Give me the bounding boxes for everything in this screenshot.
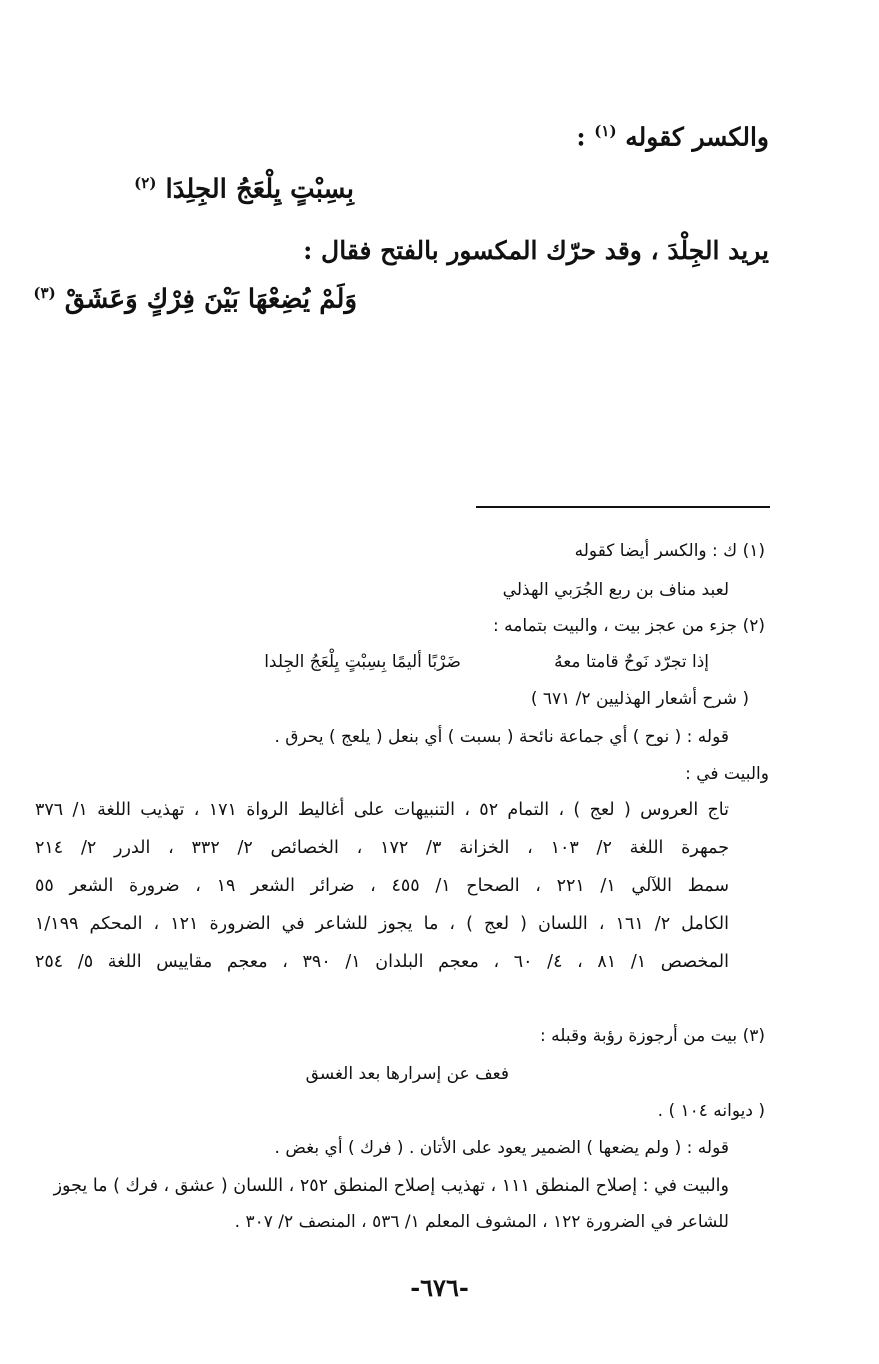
footnote-3-ref-line-1: والبيت في : إصلاح المنطق ١١١ ، تهذيب إصلاح المنطق ٢٥٢ ، اللسان ( عشق ، فرك ) ما يجوز (53, 1176, 729, 1196)
footnote-2-explanation: قوله : ( نوح ) أي جماعة نائحة ( بسبت ) أي بنعل ( يلعج ) يحرق . (274, 727, 729, 747)
footnote-3-text: بيت من أرجوزة رؤبة وقبله : (540, 1026, 738, 1046)
footnote-separator (476, 506, 770, 508)
footnote-2-ref-line-3: سمط اللآلي ١/ ٢٢١ ، الصحاح ١/ ٤٥٥ ، ضرائر الشعر ١٩ ، ضرورة الشعر ٥٥ (35, 876, 729, 896)
footnote-3-verse: فعف عن إسرارها بعد الغسق (305, 1064, 509, 1084)
footnote-3-number: (٣) (742, 1026, 765, 1046)
footnote-2-in: والبيت في : (685, 764, 769, 784)
footnote-1-number: (١) (742, 541, 765, 561)
footnote-2-line-1 (493, 616, 765, 636)
page-number: -٦٧٦- (410, 1273, 469, 1302)
footnote-2-ref-line-5: المخصص ١/ ٨١ ، ٤/ ٦٠ ، معجم البلدان ١/ ٣٩٠ ، معجم مقاييس اللغة ٥/ ٢٥٤ (35, 952, 729, 972)
footnote-ref-3: (٣) (33, 284, 56, 302)
verse-1-text: بِسِبْتٍ يِلْعَجُ الجِلِدَا (165, 174, 354, 205)
footnote-2-verse-a: إذا تجرّد نَوحٌ قامتا معهُ (554, 652, 709, 672)
footnote-3-source: ( ديوانه ١٠٤ ) . (657, 1101, 765, 1121)
main-line-1-text: والكسر كقوله (625, 122, 769, 152)
footnote-3-ref-line-2: للشاعر في الضرورة ١٢٢ ، المشوف المعلم ١/ ٥٣٦ ، المنصف ٢/ ٣٠٧ . (234, 1212, 729, 1232)
footnote-ref-2: (٢) (134, 174, 157, 192)
footnote-2-ref-line-2: جمهرة اللغة ٢/ ١٠٣ ، الخزانة ٣/ ١٧٢ ، الخصائص ٢/ ٣٣٢ ، الدرر ٢/ ٢١٤ (35, 838, 730, 858)
footnote-ref-1: (١) (594, 122, 617, 140)
verse-1 (134, 174, 354, 205)
footnote-2-ref-line-4: الكامل ٢/ ١٦١ ، اللسان ( لعج ) ، ما يجوز للشاعر في الضرورة ١٢١ ، المحكم ١/١٩٩ (35, 914, 730, 934)
footnote-3-line-1 (540, 1026, 765, 1046)
footnote-1-text: ك : والكسر أيضا كقوله (574, 541, 738, 561)
footnote-2-ref-line-1: تاج العروس ( لعج ) ، التمام ٥٢ ، التنبيهات على أغاليط الرواة ١٧١ ، تهذيب اللغة ١/ ٣٧٦ (35, 800, 729, 820)
footnote-1-line-2: لعبد مناف بن ربع الجُرَبي الهذلي (502, 580, 729, 600)
footnote-3-explanation: قوله : ( ولم يضعها ) الضمير يعود على الأتان . ( فرك ) أي بغض . (274, 1138, 729, 1158)
footnote-2-source: ( شرح أشعار الهذليين ٢/ ٦٧١ ) (530, 689, 749, 709)
verse-2 (33, 284, 357, 315)
footnote-1-line-1 (575, 541, 765, 561)
verse-2-text: وَلَمْ يُضِعْهَا بَيْنَ فِرْكٍ وَعَشَقْ (64, 284, 357, 315)
footnote-2-verse-b: ضَرْبًا أليمًا بِسِبْتٍ يِلْعَجُ الجِلدا (264, 652, 461, 672)
footnote-2-text: جزء من عجز بيت ، والبيت بتمامه : (492, 616, 738, 636)
main-line-1-colon: : (576, 122, 586, 152)
main-line-1 (576, 122, 769, 151)
main-line-2: يريد الجِلْدَ ، وقد حرّك المكسور بالفتح فقال : (303, 236, 769, 265)
footnote-2-number: (٢) (742, 616, 765, 636)
